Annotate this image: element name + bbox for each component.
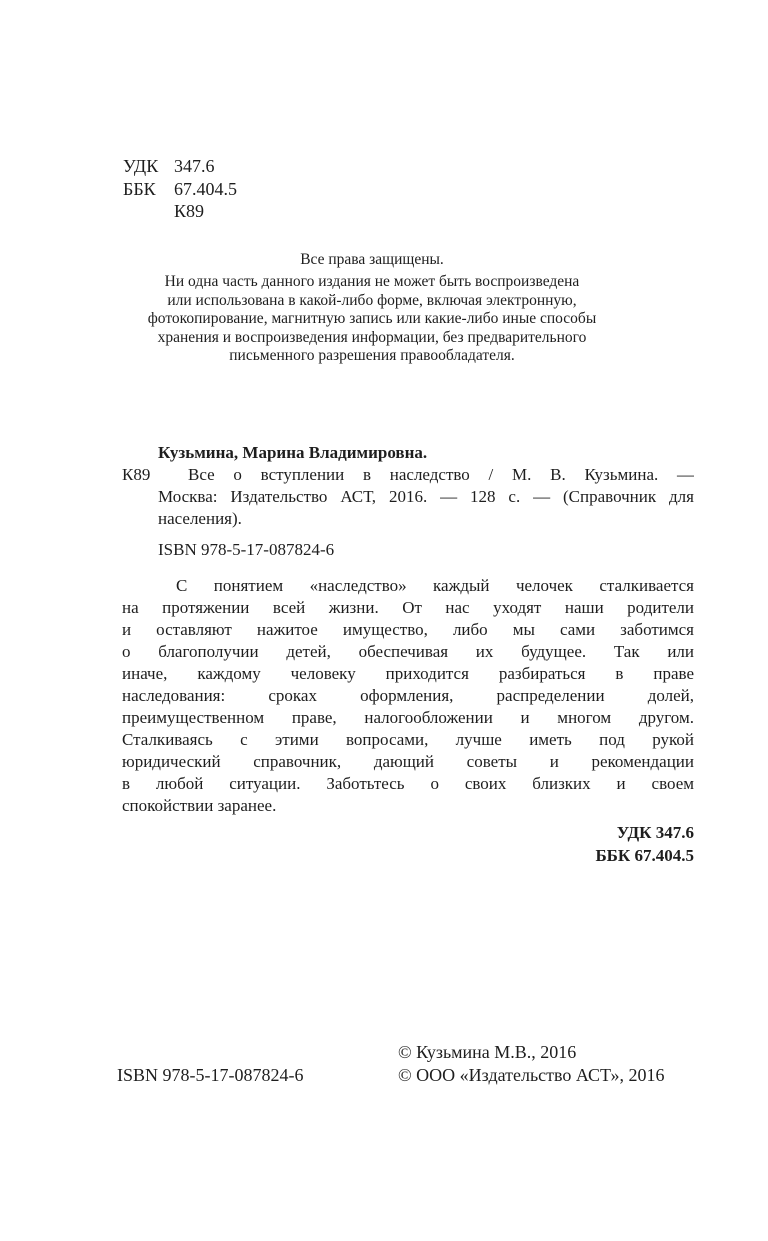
footer-copyright bbox=[398, 1041, 665, 1087]
biblio-line: населения). bbox=[158, 509, 242, 528]
annotation-line: иначе, каждому человеку приходится разбираться в праве bbox=[122, 664, 694, 683]
copyright-author: © Кузьмина М.В., 2016 bbox=[398, 1042, 577, 1062]
rights-line: хранения и воспроизведения информации, без предварительного bbox=[157, 328, 587, 346]
bibliographic-entry bbox=[122, 442, 694, 561]
bbk-row bbox=[123, 178, 237, 201]
annotation-line: наследования: сроках оформления, распределении долей, bbox=[122, 686, 694, 705]
annotation-line: Сталкиваясь с этими вопросами, лучше иметь под рукой bbox=[122, 730, 694, 749]
classification-codes-bottom bbox=[122, 821, 694, 867]
author-code-row bbox=[123, 200, 237, 223]
udk-value: 347.6 bbox=[174, 156, 215, 176]
rights-line: письменного разрешения правообладателя. bbox=[229, 347, 515, 365]
annotation-line: преимущественном праве, налогообложении и многом другом. bbox=[122, 708, 694, 727]
author-code: К89 bbox=[174, 201, 205, 221]
classification-codes-top bbox=[123, 155, 237, 223]
rights-line: фотокопирование, магнитную запись или какие-либо иные способы bbox=[147, 310, 597, 328]
copyright-publisher: © ООО «Издательство АСТ», 2016 bbox=[398, 1065, 665, 1085]
udk-bottom: УДК 347.6 bbox=[616, 823, 694, 842]
biblio-line: Все о вступлении в наследство / М. В. Кузьмина. — bbox=[188, 465, 694, 484]
annotation-paragraph bbox=[122, 575, 694, 817]
annotation-line: в любой ситуации. Заботьтесь о своих близких и своем bbox=[122, 774, 694, 793]
annotation-line: и оставляют нажитое имущество, либо мы сами заботимся bbox=[122, 620, 694, 639]
udk-label: УДК bbox=[123, 156, 159, 176]
margin-author-code: К89 bbox=[122, 465, 151, 484]
biblio-body bbox=[122, 464, 694, 530]
rights-notice bbox=[122, 251, 622, 365]
annotation-line: С понятием «наследство» каждый челочек сталкивается bbox=[176, 576, 694, 595]
rights-line: или использована в какой-либо форме, включая электронную, bbox=[167, 291, 577, 309]
annotation-line: юридический справочник, дающий советы и рекомендации bbox=[122, 752, 694, 771]
author-heading: Кузьмина, Марина Владимировна. bbox=[158, 443, 428, 462]
udk-row bbox=[123, 155, 237, 178]
bbk-bottom: ББК 67.404.5 bbox=[595, 846, 694, 865]
rights-title: Все права защищены. bbox=[300, 251, 444, 268]
rights-line: Ни одна часть данного издания не может быть воспроизведена bbox=[164, 273, 580, 291]
annotation-line: спокойствии заранее. bbox=[122, 796, 277, 815]
footer-isbn: ISBN 978-5-17-087824-6 bbox=[117, 1065, 304, 1085]
annotation-line: о благополучии детей, обеспечивая их будущее. Так или bbox=[122, 642, 694, 661]
isbn-line: ISBN 978-5-17-087824-6 bbox=[158, 540, 335, 559]
bbk-label: ББК bbox=[123, 178, 156, 199]
bbk-value: 67.404.5 bbox=[174, 178, 237, 199]
annotation-line: на протяжении всей жизни. От нас уходят наши родители bbox=[122, 598, 694, 617]
biblio-line: Москва: Издательство АСТ, 2016. — 128 с. — (Справочник для bbox=[158, 487, 694, 506]
